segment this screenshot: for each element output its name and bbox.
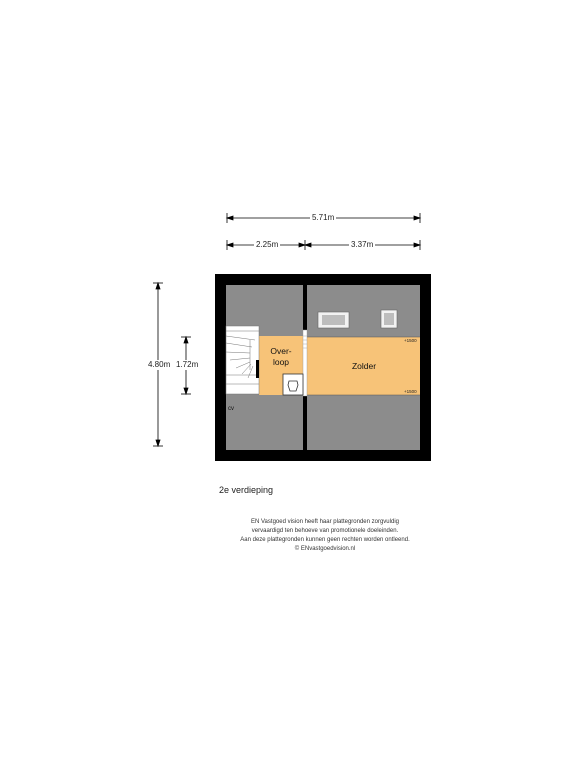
disclaimer [200,518,450,554]
skylight-small-icon [381,310,397,328]
disclaimer-line: EN Vastgoed vision heeft haar plattegronden zorgvuldig [251,519,399,525]
fixture-icon [283,374,303,395]
disclaimer-line: © ENvastgoedvision.nl [294,546,356,552]
disclaimer-line: Aan deze plattegronden kunnen geen rechten worden ontleend. [240,537,410,543]
cv-label: cv [228,406,234,412]
height-marker-bottom: +1500 [404,389,417,394]
total-depth-label: 4.80m [148,360,171,369]
zolder-label: Zolder [351,361,377,371]
height-marker-top: +1500 [404,338,417,343]
disclaimer-line: vervaardigd ten behoeve van promotionele doeleinden. [251,528,399,534]
skylight-icon [318,312,349,328]
staircase [226,326,259,394]
right-width-label: 3.37m [351,240,374,249]
total-width-label: 5.71m [312,213,335,222]
stair-depth-label: 1.72m [176,360,199,369]
overloop-label: Over- loop [270,346,292,367]
left-width-label: 2.25m [256,240,279,249]
floor-name: 2e verdieping [219,485,274,495]
